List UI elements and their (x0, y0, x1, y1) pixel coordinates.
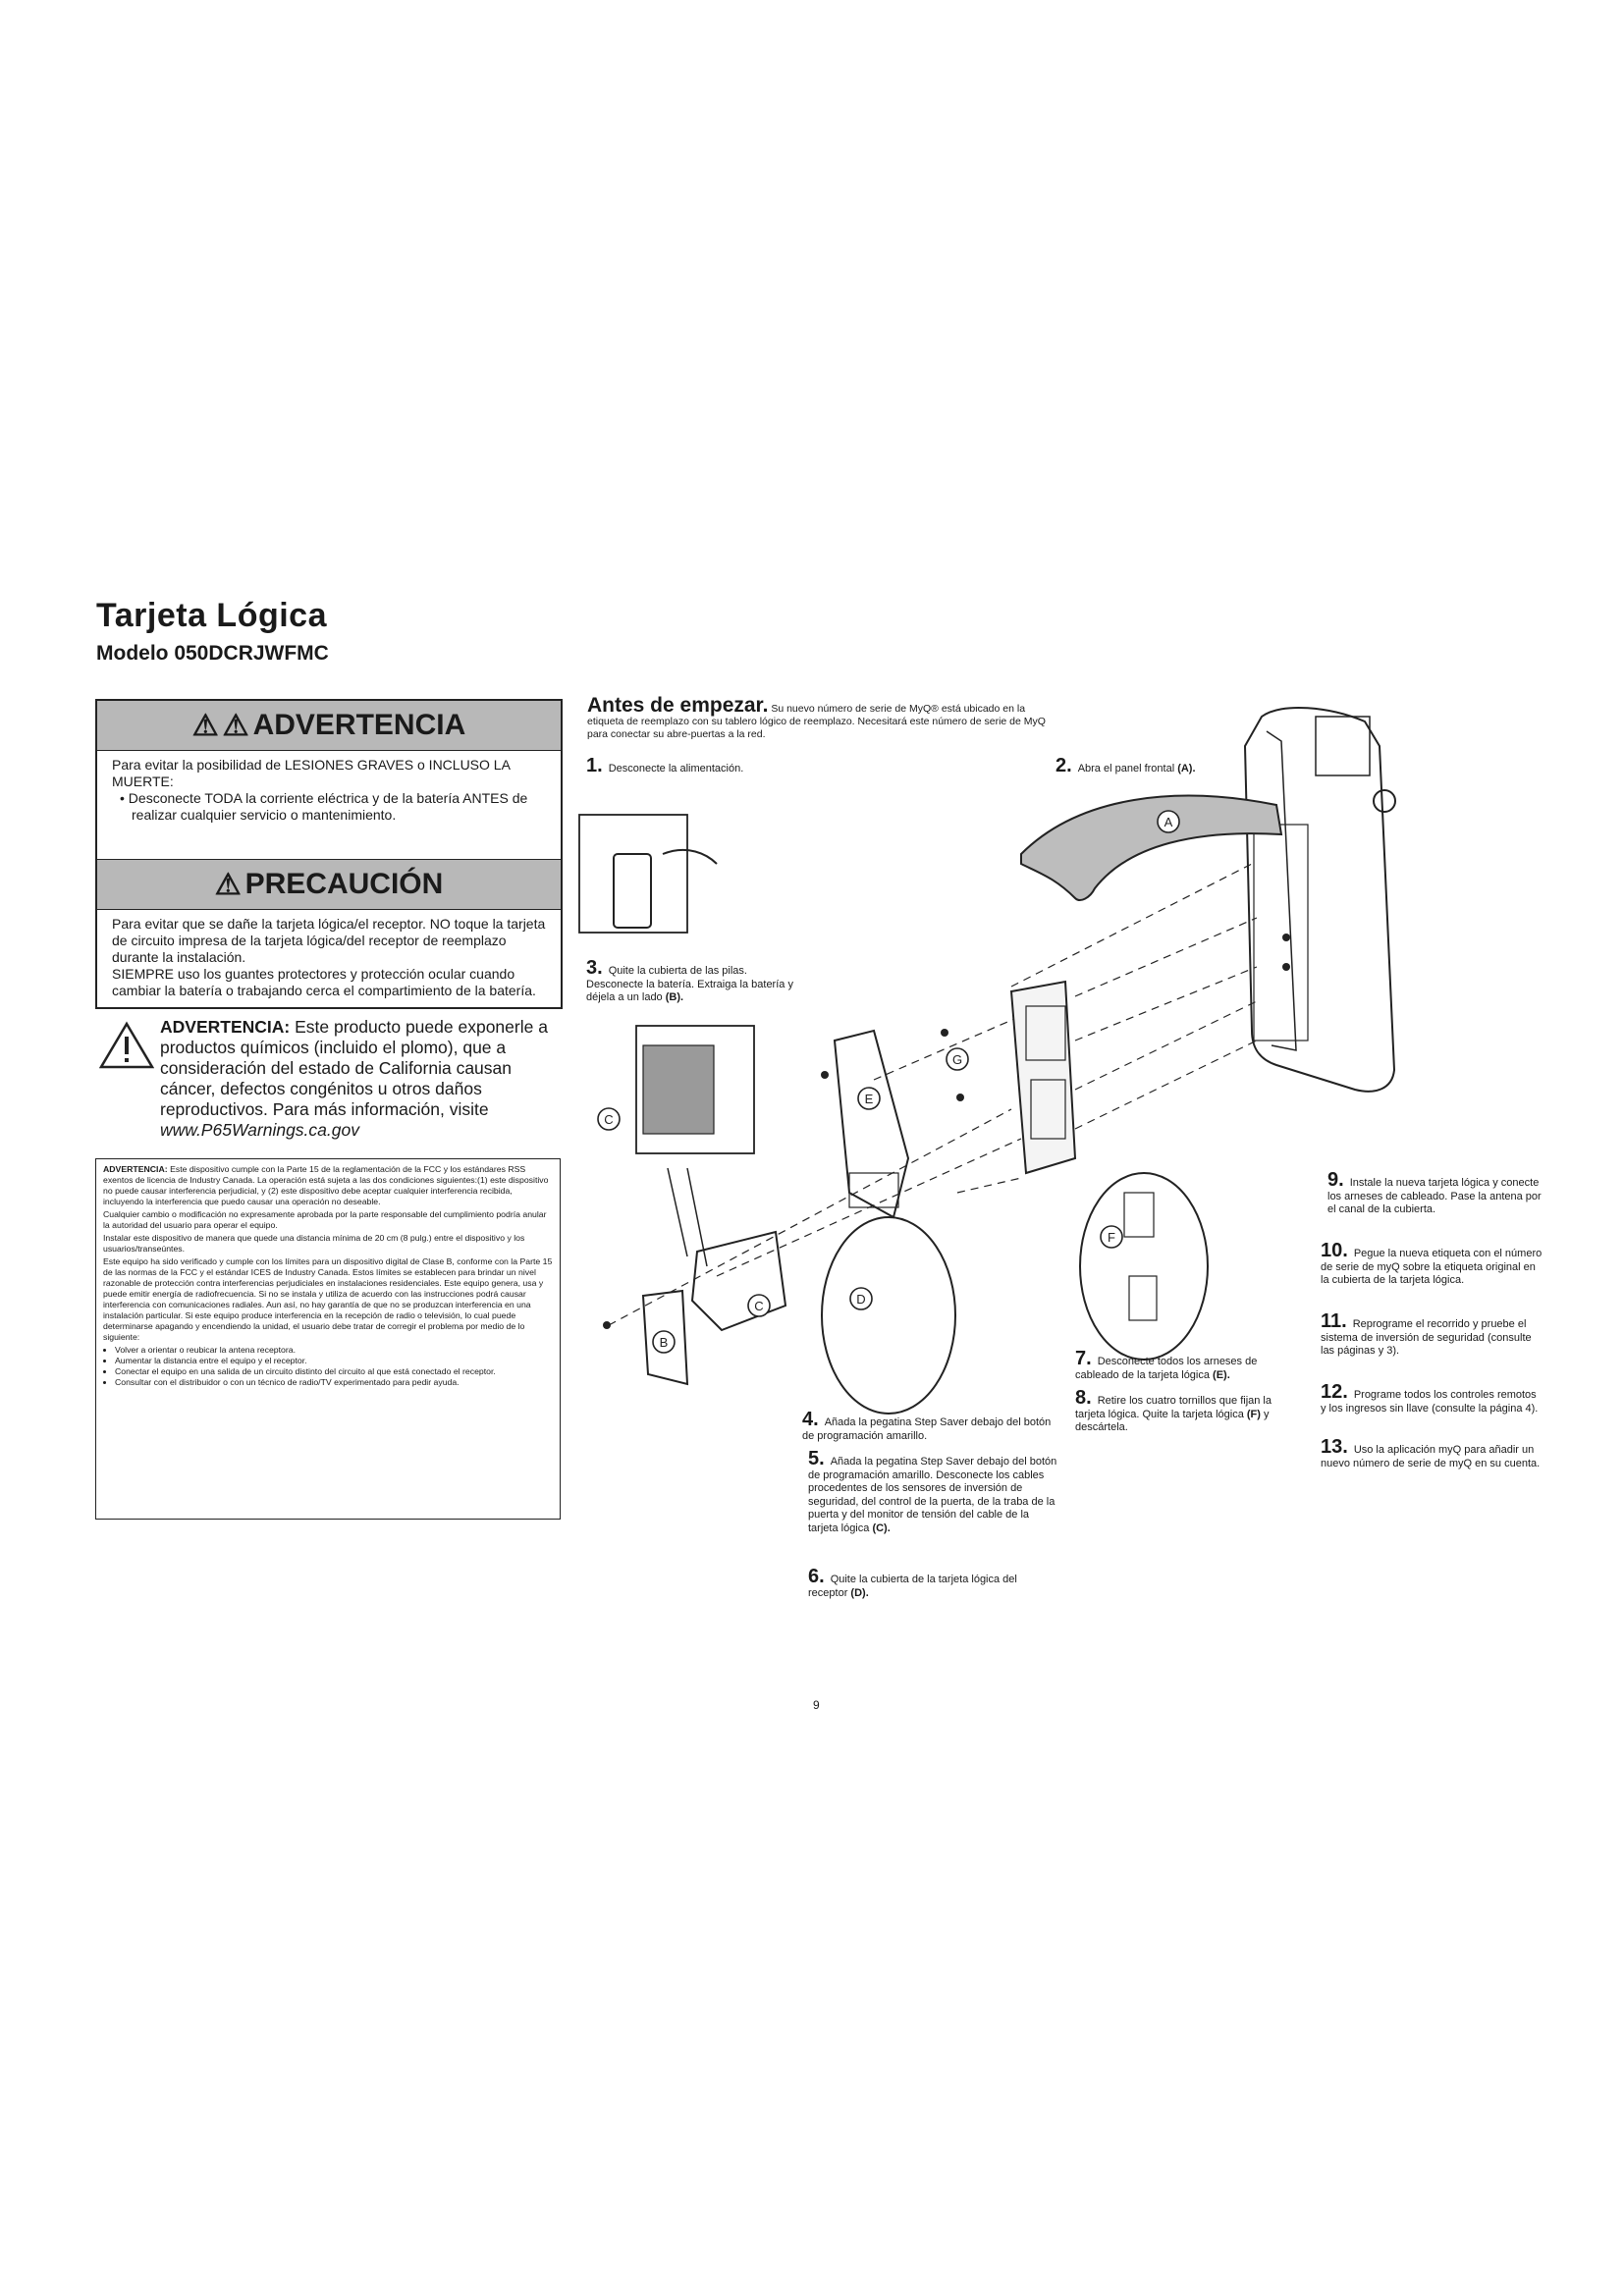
step-10: 10. Pegue la nueva etiqueta con el número de serie de myQ sobre la etiqueta original en la cubierta de la tarjeta lógica. (1321, 1240, 1543, 1286)
antes-heading: Antes de empezar. (587, 694, 769, 717)
callout-f-label: F (1108, 1230, 1115, 1245)
step-5: 5. Añada la pegatina Step Saver debajo del botón de programación amarillo. Desconecte los cables procedentes de los sensores de inversión de seguridad, del control de la puerta, de la traba de la puerta y del monitor de tensión del cable de la tarjeta lógica (C). (808, 1448, 1057, 1534)
step-12: 12. Programe todos los controles remotos y los ingresos sin llave (consulte la página 4). (1321, 1381, 1539, 1415)
page-number: 9 (813, 1698, 820, 1712)
fcc-notice-box: ADVERTENCIA: Este dispositivo cumple con la Parte 15 de la reglamentación de la FCC y los estándares RSS exentos de licencia de Industry Canada. La operación está sujeta a las dos condiciones siguientes:(1) este dispositivo no puede causar interferencia perjudicial, y (2) este dispositivo debe aceptar cualquier interferencia recibida, incluyendo la interferencia que puedo causar una operación no deseable. Cualquier cambio o modificación no expresamente aprobada por la parte responsable del cumplimiento podría anular la autoridad del usuario para operar el equipo. Instalar este dispositivo de manera que quede una distancia mínima de 20 cm (8 pulg.) entre el dispositivo y los usuarios/transeúntes. Este equipo ha sido verificado y cumple con los límites para un dispositivo digital de Clase B, conforme con la Parte 15 de las normas de la FCC y el estándar ICES de Industry Canada. Estos límites se establecen para brindar un nivel razonable de protección contra interferencias perjudiciales en instalaciones residenciales. Este equipo genera, usa y puede emitir energía de radiofrecuencia. Si no se instala y utiliza de acuerdo con las instrucciones podrá causar interferencia con comunicaciones radiales. Aun así, no hay garantía de que no se produzcan interferencia en una instalación particular. Si este equipo produce interferencia en la recepción de radio o televisión, lo cual puede determinarse apagando y encendiendo la unidad, el usuario debe tratar de corregir el problema por medio de lo siguiente: • Volver a orientar o reubicar la antena receptora. • Aumentar la distancia entre el equipo y el receptor. • Conectar el equipo en una salida de un circuito distinto del circuito al que está conectado el receptor. • Consultar con el distribuidor o con un técnico de radio/TV experimentado para pedir ayuda. (95, 1158, 561, 1520)
step-8: 8. Retire los cuatro tornillos que fijan la tarjeta lógica. Quite la tarjeta lógica (F) y descártela. (1075, 1387, 1272, 1433)
step-11: 11. Reprograme el recorrido y pruebe el sistema de inversión de seguridad (consulte las páginas y 3). (1321, 1310, 1532, 1357)
precaucion-label: PRECAUCIÓN (244, 868, 444, 900)
callout-b-label: B (659, 1335, 669, 1350)
callout-g-label: G (951, 1052, 963, 1067)
precaucion-text-2: SIEMPRE uso los guantes protectores y protección ocular cuando cambiar la batería o trabajando cerca el compartimiento de la batería. (112, 966, 536, 998)
board-cover-e (835, 1031, 908, 1217)
callout-a-label: A (1164, 815, 1173, 829)
advertencia-text: Para evitar la posibilidad de LESIONES GRAVES o INCLUSO LA MUERTE: (112, 757, 511, 789)
warning-triangle-icon: ⚠ (191, 709, 219, 742)
callout-d-label: D (856, 1292, 866, 1307)
antes-text: Su nuevo número de serie de MyQ® está ubicado en la etiqueta de reemplazo con su tablero lógico de reemplazo. Necesitará este número de serie de MyQ para conectar su abre-puertas a la red. (587, 703, 1046, 740)
warning-triangle-icon: ⚠ (214, 868, 242, 901)
battery-box-c (692, 1232, 785, 1330)
step-6: 6. Quite la cubierta de la tarjeta lógica del receptor (D). (808, 1566, 1017, 1599)
page-title: Tarjeta Lógica (96, 597, 327, 634)
outlet-illustration (579, 815, 687, 933)
fcc-bullet: • Volver a orientar o reubicar la antena receptora. (115, 1345, 553, 1356)
advertencia-bullet: • Desconecte TODA la corriente eléctrica y de la batería ANTES de realizar cualquier servicio o mantenimiento. (120, 790, 528, 823)
step-7: 7. Desconecte todos los arneses de cableado de la tarjeta lógica (E). (1075, 1348, 1258, 1381)
motor-block (1316, 717, 1370, 775)
callout-e-label: E (864, 1092, 874, 1106)
wiring-zoom (822, 1217, 955, 1414)
front-panel-a (1021, 796, 1281, 900)
warning-triangle-icon: ⚠ (222, 709, 249, 742)
prop65-text: ADVERTENCIA: Este producto puede exponerle a productos químicos (incluido el plomo), que a consideración del estado de California causan cáncer, defectos congénitos u otros daños reproductivos. Para más información, visite www.P65Warnings.ca.gov (160, 1017, 548, 1140)
advertencia-label: ADVERTENCIA (252, 709, 466, 741)
model-subtitle: Modelo 050DCRJWFMC (96, 642, 329, 665)
fcc-bullet: • Aumentar la distancia entre el equipo y el receptor. (115, 1356, 553, 1366)
knob (1374, 790, 1395, 812)
step-13: 13. Uso la aplicación myQ para añadir un nuevo número de serie de myQ en su cuenta. (1321, 1436, 1541, 1469)
step-2: 2. Abra el panel frontal (A). (1056, 755, 1196, 776)
prop65-url[interactable]: www.P65Warnings.ca.gov (160, 1120, 359, 1140)
precaucion-text-1: Para evitar que se dañe la tarjeta lógica/el receptor. NO toque la tarjeta de circuito impresa de la tarjeta lógica/del receptor de reemplazo durante la instalación. (112, 916, 546, 965)
callout-c-label: C (754, 1299, 764, 1313)
step-4: 4. Añada la pegatina Step Saver debajo del botón de programación amarillo. (802, 1409, 1052, 1442)
fcc-bullet: • Consultar con el distribuidor o con un técnico de radio/TV experimentado para pedir ayuda. (115, 1377, 553, 1388)
step-1: 1. Desconecte la alimentación. (586, 755, 744, 776)
fcc-bullet: • Conectar el equipo en una salida de un circuito distinto del circuito al que está conectado el receptor. (115, 1366, 553, 1377)
step-9: 9. Instale la nueva tarjeta lógica y conecte los arneses de cableado. Pase la antena por el canal de la cubierta. (1327, 1169, 1542, 1215)
callout-c2-label: C (604, 1112, 614, 1127)
harness-zoom (1080, 1173, 1208, 1360)
step-3: 3. Quite la cubierta de las pilas. Desconecte la batería. Extraiga la batería y déjela a un lado (B). (586, 957, 793, 1003)
